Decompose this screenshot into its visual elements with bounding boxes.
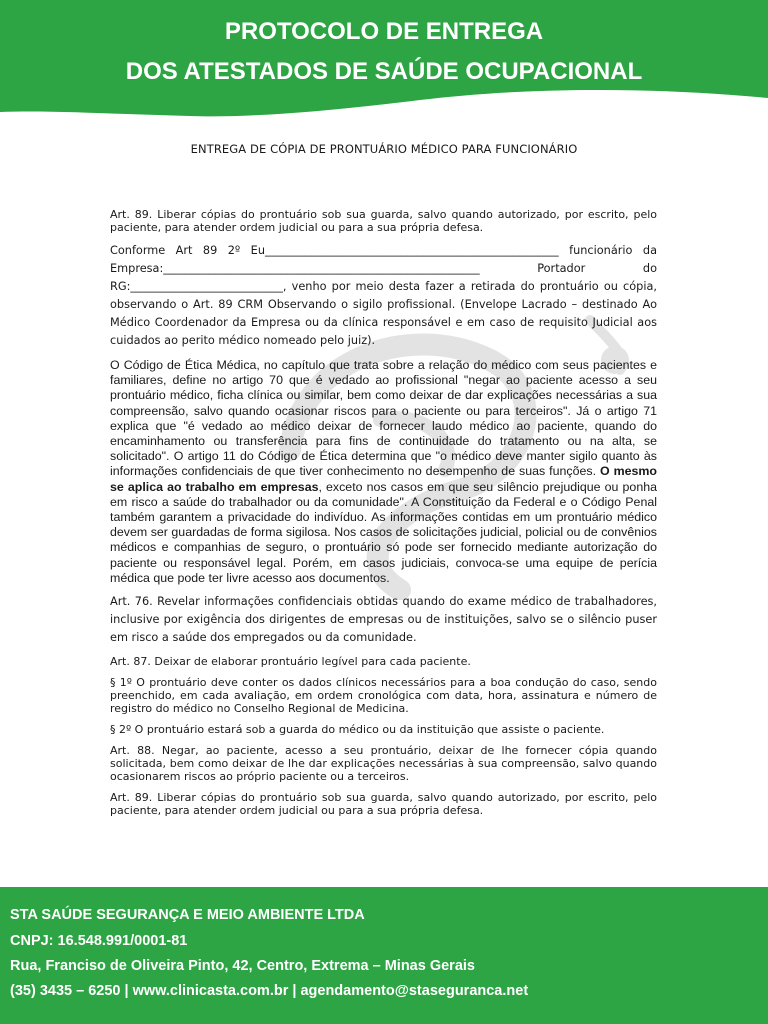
footer-cnpj: CNPJ: 16.548.991/0001-81 xyxy=(10,933,188,949)
document-subtitle: ENTREGA DE CÓPIA DE PRONTUÁRIO MÉDICO PARA FUNCIONÁRIO xyxy=(190,142,578,156)
header-title xyxy=(0,12,768,92)
paragraph-2: § 2º O prontuário estará sob a guarda do médico ou da instituição que assiste o paciente. xyxy=(110,723,605,737)
art76-paragraph: Art. 76. Revelar informações confidenciais obtidas quando do exame médico de trabalhadores, inclusive por exigência dos dirigentes de empresas ou de instituições, salvo se o silêncio puser em risco a saúde dos empregados ou da comunidade. xyxy=(110,595,657,645)
art89-top-paragraph: Art. 89. Liberar cópias do prontuário sob sua guarda, salvo quando autorizado, por escrito, pelo paciente, para atender ordem judicial ou para a sua própria defesa. xyxy=(110,208,657,234)
art88-paragraph: Art. 88. Negar, ao paciente, acesso a seu prontuário, deixar de lhe fornecer cópia quando solicitada, bem como deixar de lhe dar explicações necessárias à sua compreensão, salvo quando ocasionarem riscos ao próprio paciente ou a terceiros. xyxy=(110,744,657,784)
art87-paragraph: Art. 87. Deixar de elaborar prontuário legível para cada paciente. xyxy=(110,655,471,669)
declaration-paragraph: Conforme Art 89 2º Eu____________________________________________________ funcionário da Empresa:________________________________________________________ Portador do RG:___________________________, venho por meio desta fazer a retirada do prontuário ou cópia, observando o Art. 89 CRM Observando o sigilo profissional. (Envelope Lacrado – destinado Ao Médico Coordenador da Empresa ou da clínica responsável e em caso de requisito Judicial aos cuidados ao perito médico nomeado pelo juiz). xyxy=(110,244,657,347)
footer-contact: (35) 3435 – 6250 | www.clinicasta.com.br | agendamento@staseguranca.net xyxy=(10,983,529,999)
document-body xyxy=(110,208,657,825)
header-banner xyxy=(0,0,768,125)
ethics-code-paragraph xyxy=(110,358,657,586)
footer-banner xyxy=(0,887,768,1024)
header-title-line2: DOS ATESTADOS DE SAÚDE OCUPACIONAL xyxy=(125,58,643,85)
header-title-line1: PROTOCOLO DE ENTREGA xyxy=(224,18,544,45)
footer-company-name: STA SAÚDE SEGURANÇA E MEIO AMBIENTE LTDA xyxy=(10,907,365,923)
footer-address: Rua, Franciso de Oliveira Pinto, 42, Centro, Extrema – Minas Gerais xyxy=(10,958,475,974)
paragraph-1: § 1º O prontuário deve conter os dados clínicos necessários para a boa condução do caso, sendo preenchido, em cada avaliação, em ordem cronológica com data, hora, assinatura e número de registro do médico no Conselho Regional de Medicina. xyxy=(110,676,657,716)
art89-bottom-paragraph: Art. 89. Liberar cópias do prontuário sob sua guarda, salvo quando autorizado, por escrito, pelo paciente, para atender ordem judicial ou para a sua própria defesa. xyxy=(110,791,657,818)
ethics-text-bold: O mesmo se aplica ao trabalho em empresas xyxy=(110,464,657,494)
ethics-text-part1: O Código de Ética Médica, no capítulo que trata sobre a relação do médico com seus pacientes e familiares, define no artigo 70 que é vedado ao profissional "negar ao paciente acesso a seu prontuário médico, ficha clínica ou similar, bem como deixar de dar explicações necessárias a sua compreensão, salvo quando ocasionar riscos para o paciente ou para terceiros". Já o artigo 71 explica que "é vedado ao médico deixar de fornecer laudo médico ao paciente, quando do encaminhamento ou transferência para fins de continuidade do tratamento ou na alta, se solicitado". O artigo 11 do Código de Ética determina que "o médico deve manter sigilo quanto às informações confidenciais de que tiver conhecimento no desempenho de suas funções. xyxy=(110,358,657,479)
ethics-text-part2: , exceto nos casos em que seu silêncio prejudique ou ponha em risco a saúde do trabalhador ou da comunidade". A Constituição da Federal e o Código Penal também garantem a privacidade do indivíduo. As informações contidas em um prontuário médico devem ser guardadas de forma sigilosa. Nos casos de solicitações judicial, policial ou de convênios médicos e companhias de seguro, o prontuário só pode ser fornecido mediante autorização do paciente ou responsável legal. Porém, em casos judiciais, convoca-se uma equipe de perícia médica que pode ter livre acesso aos documentos. xyxy=(110,479,657,585)
